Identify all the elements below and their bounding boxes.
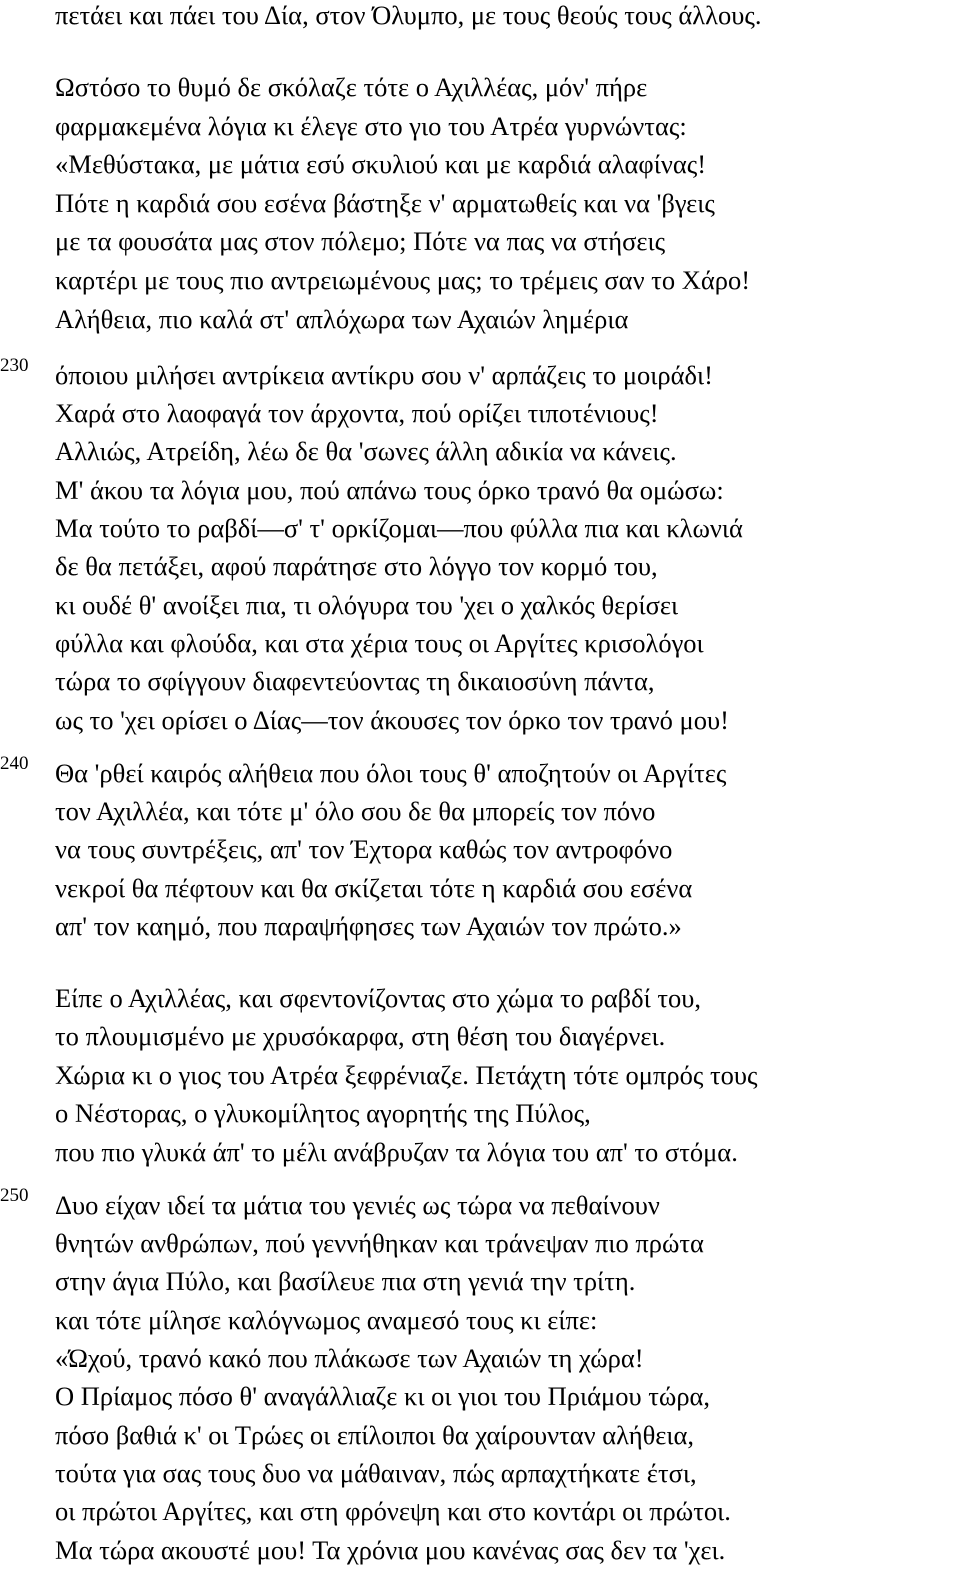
poem-line: και τότε μίλησε καλόγνωμος αναμεσό τους κι είπε: xyxy=(55,1305,598,1335)
poem-line: τον Αχιλλέα, και τότε μ' όλο σου δε θα μπορείς τον πόνο xyxy=(55,796,656,826)
poem-line: νεκροί θα πέφτουν και θα σκίζεται τότε η καρδιά σου εσένα xyxy=(55,873,693,903)
poem-line: Αλήθεια, πιο καλά στ' απλόχωρα των Αχαιών λημέρια xyxy=(55,304,629,334)
poem-line: «Μεθύστακα, με μάτια εσύ σκυλιού και με καρδιά αλαφίνας! xyxy=(55,149,707,179)
poem-line: Χαρά στο λαοφαγά τον άρχοντα, πού ορίζει τιποτένιους! xyxy=(55,398,659,428)
poem-line: Αλλιώς, Ατρείδη, λέω δε θα 'σωνες άλλη αδικία να κάνεις. xyxy=(55,436,677,466)
poem-line: πετάει και πάει του Δία, στον Όλυμπο, με τους θεούς τους άλλους. xyxy=(55,0,762,30)
poem-line: τώρα το σφίγγουν διαφεντεύοντας τη δικαιοσύνη πάντα, xyxy=(55,666,655,696)
poem-line: θνητών ανθρώπων, πού γεννήθηκαν και τράνεψαν πιο πρώτα xyxy=(55,1228,704,1258)
poem-line: το πλουμισμένο με χρυσόκαρφα, στη θέση του διαγέρνει. xyxy=(55,1021,666,1051)
poem-line: Χώρια κι ο γιος του Ατρέα ξεφρένιαζε. Πετάχτη τότε ομπρός τους xyxy=(55,1060,758,1090)
poem-line: όποιου μιλήσει αντρίκεια αντίκρυ σου ν' αρπάζεις το μοιράδι! xyxy=(55,360,713,390)
poem-line: δε θα πετάξει, αφού παράτησε στο λόγγο τον κορμό του, xyxy=(55,551,658,581)
line-number: 240 xyxy=(0,753,29,774)
poem-line: Δυο είχαν ιδεί τα μάτια του γενιές ως τώρα να πεθαίνουν xyxy=(55,1190,660,1220)
poem-line: ο Νέστορας, ο γλυκομίλητος αγορητής της Πύλος, xyxy=(55,1098,591,1128)
poem-line: στην άγια Πύλο, και βασίλευε πια στη γενιά την τρίτη. xyxy=(55,1266,636,1296)
poem-line: Μ' άκου τα λόγια μου, πού απάνω τους όρκο τρανό θα ομώσω: xyxy=(55,475,724,505)
poem-line: Πότε η καρδιά σου εσένα βάστηξε ν' αρματωθείς και να 'βγεις xyxy=(55,188,715,218)
poem-line: που πιο γλυκά άπ' το μέλι ανάβρυζαν τα λόγια του απ' το στόμα. xyxy=(55,1137,738,1167)
line-number: 230 xyxy=(0,355,29,376)
poem-line: με τα φουσάτα μας στον πόλεμο; Πότε να πας να στήσεις xyxy=(55,226,666,256)
poem-line: κι ουδέ θ' ανοίξει πια, τι ολόγυρα του 'χει ο χαλκός θερίσει xyxy=(55,590,679,620)
poem-line: ως το 'χει ορίσει ο Δίας—τον άκουσες τον όρκο τον τρανό μου! xyxy=(55,705,729,735)
poem-line: «Ώχού, τρανό κακό που πλάκωσε των Αχαιών τη χώρα! xyxy=(55,1343,644,1373)
poem-line: πόσο βαθιά κ' οι Τρώες οι επίλοιποι θα χαίρουνταν αλήθεια, xyxy=(55,1420,695,1450)
poem-line: τούτα για σας τους δυο να μάθαιναν, πώς αρπαχτήκατε έτσι, xyxy=(55,1458,697,1488)
poem-line: απ' τον καημό, που παραψήφησες των Αχαιών τον πρώτο.» xyxy=(55,911,682,941)
line-number: 250 xyxy=(0,1185,29,1206)
poem-line: Ωστόσο το θυμό δε σκόλαζε τότε ο Αχιλλέας, μόν' πήρε xyxy=(55,72,648,102)
poem-line: οι πρώτοι Αργίτες, και στη φρόνεψη και στο κοντάρι οι πρώτοι. xyxy=(55,1496,731,1526)
poem-line: φαρμακεμένα λόγια κι έλεγε στο γιο του Ατρέα γυρνώντας: xyxy=(55,111,687,141)
poem-line: Θα 'ρθεί καιρός αλήθεια που όλοι τους θ' αποζητούν οι Αργίτες xyxy=(55,758,727,788)
poem-line: φύλλα και φλούδα, και στα χέρια τους οι Αργίτες κρισολόγοι xyxy=(55,628,704,658)
poem-line: Είπε ο Αχιλλέας, και σφεντονίζοντας στο χώμα το ραβδί του, xyxy=(55,983,702,1013)
poem-line: Μα τώρα ακουστέ μου! Τα χρόνια μου κανένας σας δεν τα 'χει. xyxy=(55,1535,726,1565)
poem-line: Ο Πρίαμος πόσο θ' αναγάλλιαζε κι οι γιοι του Πριάμου τώρα, xyxy=(55,1381,711,1411)
poem-line: καρτέρι με τους πιο αντρειωμένους μας; το τρέμεις σαν το Χάρο! xyxy=(55,265,751,295)
poem-line: Μα τούτο το ραβδί—σ' τ' ορκίζομαι—που φύλλα πια και κλωνιά xyxy=(55,513,743,543)
poem-line: να τους συντρέξεις, απ' τον Έχτορα καθώς τον αντροφόνο xyxy=(55,834,673,864)
